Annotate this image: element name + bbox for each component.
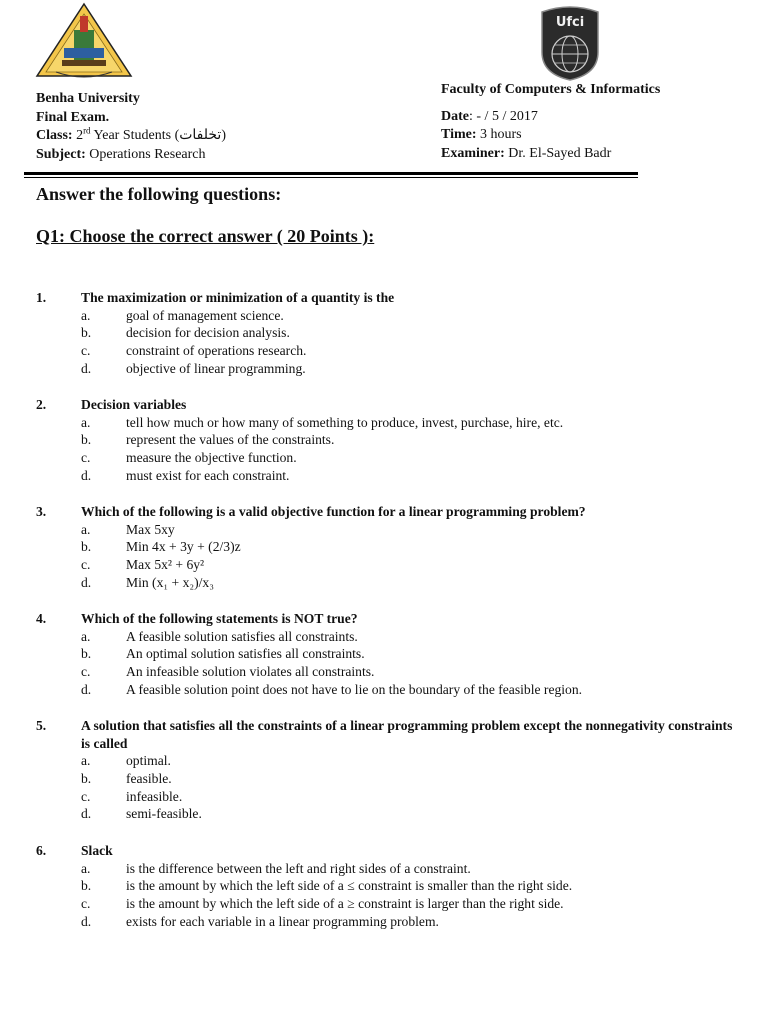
option-d: d. Min (x₁ + x₂)/x₃ — [81, 574, 214, 590]
exam-type: Final Exam. — [36, 109, 110, 125]
option-b: b. represent the values of the constraints. — [81, 432, 335, 448]
instructions-heading: Answer the following questions: — [36, 184, 282, 204]
question-4 — [36, 610, 736, 699]
option-a: a. optimal. — [81, 753, 171, 768]
option-b: b. Min 4x + 3y + (2/3)z — [81, 539, 241, 555]
question-stem: 5. A solution that satisfies all the constraints of a linear programming problem except the nonnegativity constraints is called — [36, 718, 733, 751]
question-1 — [36, 289, 736, 378]
examiner-line: Examiner: Dr. El-Sayed Badr — [441, 145, 612, 161]
faculty-name: Faculty of Computers & Informatics — [441, 82, 661, 97]
question-stem: 6. Slack — [36, 843, 113, 858]
option-d: d. A feasible solution point does not have to lie on the boundary of the feasible region. — [81, 681, 583, 697]
class-line: Class: 2rd Year Students (تخلفات) — [36, 125, 227, 143]
question-number: 3. — [36, 504, 47, 519]
subject-line: Subject: Operations Research — [36, 146, 206, 162]
option-c: c. measure the objective function. — [81, 450, 297, 466]
option-c: c. is the amount by which the left side of a ≥ constraint is larger than the right side. — [81, 896, 564, 912]
question-2 — [36, 396, 736, 485]
question-stem: 1. The maximization or minimization of a quantity is the — [36, 290, 395, 305]
option-b: b. feasible. — [81, 770, 172, 786]
option-a: a. A feasible solution satisfies all constraints. — [81, 628, 358, 644]
faculty-logo — [536, 2, 604, 82]
time-line: Time: 3 hours — [441, 127, 522, 142]
question-number: 5. — [36, 718, 47, 733]
option-c: c. constraint of operations research. — [81, 343, 307, 359]
option-d: d. must exist for each constraint. — [81, 467, 290, 483]
question-number: 6. — [36, 843, 47, 858]
question-stem: 3. Which of the following is a valid objective function for a linear programming problem? — [36, 504, 586, 519]
option-c: c. Max 5x² + 6y² — [81, 557, 205, 573]
question-stem: 2. Decision variables — [36, 397, 187, 412]
question-3 — [36, 503, 736, 592]
option-b: b. decision for decision analysis. — [81, 325, 290, 341]
option-a: a. is the difference between the left and right sides of a constraint. — [81, 860, 471, 876]
question-6 — [36, 842, 736, 931]
q1-heading: Q1: Choose the correct answer ( 20 Points ): — [36, 226, 375, 246]
option-c: c. infeasible. — [81, 788, 183, 804]
option-c: c. An infeasible solution violates all constraints. — [81, 664, 375, 680]
option-b: b. is the amount by which the left side of a ≤ constraint is smaller than the right side. — [81, 878, 573, 894]
option-a: a. tell how much or how many of something to produce, invest, purchase, hire, etc. — [81, 414, 564, 430]
question-stem: 4. Which of the following statements is NOT true? — [36, 611, 358, 626]
header-divider-thin — [24, 177, 638, 178]
header-right — [441, 81, 660, 163]
header-left — [36, 90, 226, 164]
question-number: 2. — [36, 397, 47, 412]
university-name: Benha University — [36, 91, 140, 106]
question-number: 1. — [36, 290, 47, 305]
option-d: d. semi-feasible. — [81, 806, 202, 822]
option-d: d. exists for each variable in a linear programming problem. — [81, 913, 439, 929]
question-number: 4. — [36, 611, 47, 626]
option-a: a. Max 5xy — [81, 521, 175, 537]
question-5 — [36, 717, 736, 823]
logo-right-lettering: Ufci — [555, 15, 585, 30]
option-b: b. An optimal solution satisfies all constraints. — [81, 646, 365, 662]
date-line: Date: - / 5 / 2017 — [441, 108, 538, 124]
benha-university-logo — [34, 2, 134, 80]
option-a: a. goal of management science. — [81, 307, 284, 323]
header-divider-thick — [24, 172, 638, 175]
option-d: d. objective of linear programming. — [81, 360, 306, 376]
